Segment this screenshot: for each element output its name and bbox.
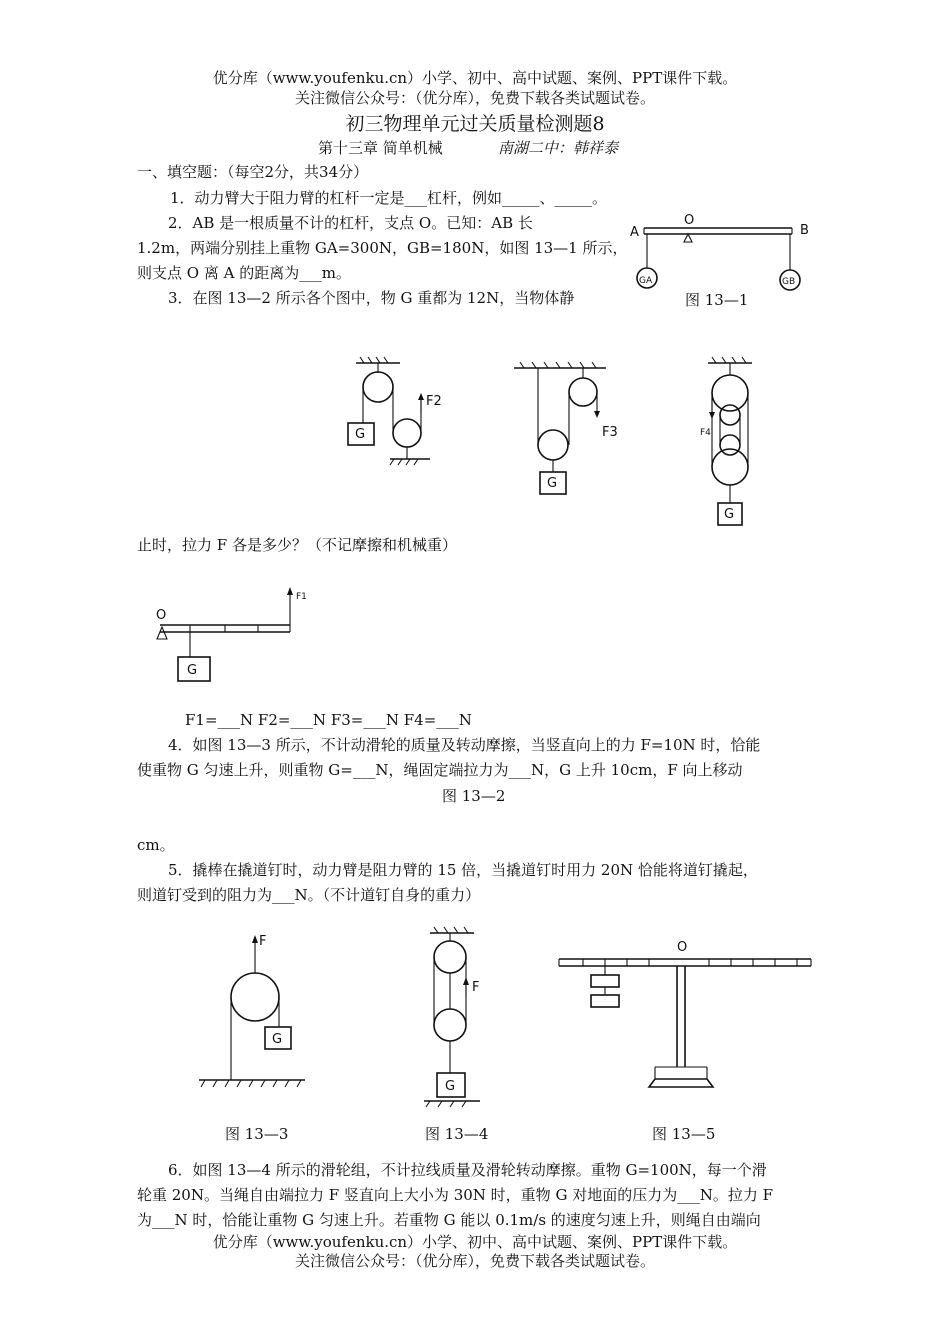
page-title: 初三物理单元过关质量检测题8 (345, 113, 605, 135)
label-G: G (547, 476, 558, 491)
question-2-line-2: 1.2m，两端分别挂上重物 GA=300N，GB=180N，如图 13—1 所示， (137, 239, 628, 257)
label-G: G (355, 427, 366, 442)
question-4-line-2: 使重物 G 匀速上升，则重物 G=___N，绳固定端拉力为___N，G 上升 10cm，F 向上移动 (137, 761, 743, 779)
footer-line-2: 关注微信公众号：（优分库），免费下载各类试题试卷。 (294, 1252, 655, 1270)
figure-13-2-pulley-3 (690, 355, 780, 530)
figure-13-3-caption: 图 13—3 (225, 1125, 289, 1143)
label-B: B (800, 223, 809, 238)
author: 南湖二中：韩祥泰 (498, 139, 619, 157)
question-5-line-1: 5．撬棒在撬道钉时，动力臂是阻力臂的 15 倍，当撬道钉时用力 20N 恰能将道钉撬起， (168, 861, 758, 879)
figure-13-5-balance (555, 935, 815, 1090)
chapter-subtitle: 第十三章 简单机械 (318, 139, 443, 157)
label-O: O (677, 940, 688, 955)
label-G: G (724, 507, 735, 522)
label-O: O (684, 213, 695, 228)
figure-13-1-caption: 图 13—1 (685, 291, 749, 309)
figure-13-2-caption: 图 13—2 (442, 787, 506, 805)
question-4-line-1: 4．如图 13—3 所示，不计动滑轮的质量及转动摩擦，当竖直向上的力 F=10N 时，恰能 (168, 736, 761, 754)
question-3-line-2: 止时，拉力 F 各是多少？（不记摩擦和机械重） (137, 536, 457, 554)
figure-13-5-caption: 图 13—5 (652, 1125, 716, 1143)
question-3-line-1: 3．在图 13—2 所示各个图中，物 G 重都为 12N，当物体静 (168, 289, 575, 307)
question-1: 1．动力臂大于阻力臂的杠杆一定是___杠杆，例如_____、_____。 (170, 189, 608, 207)
label-F3: F3 (602, 425, 618, 440)
label-F: F (472, 980, 480, 995)
header-line-2: 关注微信公众号：（优分库），免费下载各类试题试卷。 (294, 89, 655, 107)
footer-line-1: 优分库（www.youfenku.cn）小学、初中、高中试题、案例、PPT课件下载。 (212, 1233, 738, 1251)
label-A: A (630, 225, 639, 240)
label-GB: GB (782, 277, 796, 287)
label-GA: GA (639, 276, 653, 286)
label-F: F (259, 934, 267, 949)
label-G: G (187, 663, 198, 678)
question-4-line-3: cm。 (137, 836, 175, 854)
question-6-line-3: 为___N 时，恰能让重物 G 匀速上升。若重物 G 能以 0.1m/s 的速度匀速上升，则绳自由端向 (137, 1211, 761, 1229)
question-6-line-2: 轮重 20N。当绳自由端拉力 F 竖直向上大小为 30N 时，重物 G 对地面的压力为___N。拉力 F (137, 1186, 773, 1204)
label-F4: F4 (700, 428, 711, 438)
figure-13-1-lever (620, 210, 820, 300)
question-2-line-1: 2．AB 是一根质量不计的杠杆，支点 O。已知：AB 长 (168, 214, 533, 232)
question-2-line-3: 则支点 O 离 A 的距离为___m。 (137, 264, 351, 282)
figure-13-2-pulley-2 (510, 360, 620, 500)
question-3-answers: F1=___N F2=___N F3=___N F4=___N (185, 711, 472, 729)
section-heading: 一、填空题：（每空2分，共34分） (137, 163, 369, 181)
header-line-1: 优分库（www.youfenku.cn）小学、初中、高中试题、案例、PPT课件下载。 (212, 69, 738, 87)
label-F2: F2 (426, 394, 442, 409)
figure-13-2-pulley-1 (340, 355, 450, 470)
question-5-line-2: 则道钉受到的阻力为___N。（不计道钉自身的重力） (137, 886, 481, 904)
question-6-line-1: 6．如图 13—4 所示的滑轮组，不计拉线质量及滑轮转动摩擦。重物 G=100N，每一个滑 (168, 1161, 767, 1179)
label-G: G (445, 1079, 456, 1094)
figure-13-4-pulley-block (420, 925, 500, 1110)
figure-13-3-movable-pulley (195, 925, 325, 1095)
label-O: O (156, 608, 167, 623)
figure-13-4-caption: 图 13—4 (425, 1125, 489, 1143)
label-G: G (272, 1032, 283, 1047)
label-F1: F1 (296, 592, 307, 602)
figure-13-2-lever (150, 585, 320, 685)
